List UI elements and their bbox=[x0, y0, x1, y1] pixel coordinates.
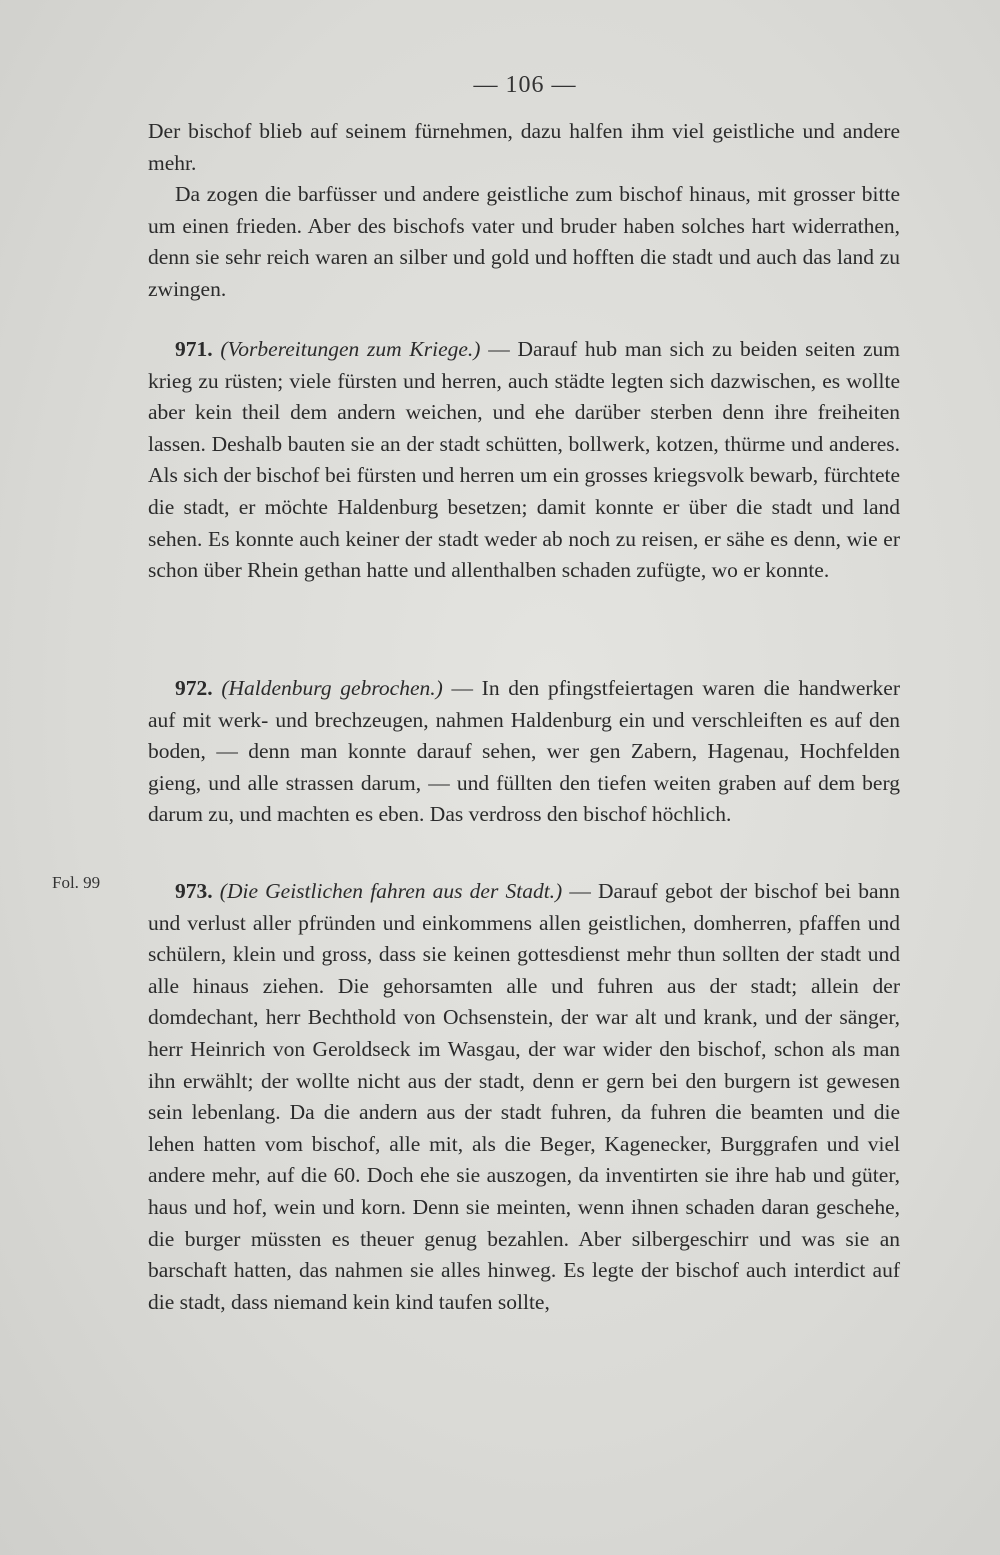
section-text: — Darauf hub man sich zu beiden seiten zum krieg zu rüsten; viele fürsten und herren, auch städte legten sich dazwischen, es wollte aber kein theil dem andern weichen, und ehe darüber sterben denn ihre freiheiten lassen. Deshalb bauten sie an der stadt schütten, bollwerk, kotzen, thürme und anderes. Als sich der bischof bei fürsten und herren um ein grosses kriegsvolk bewarb, fürchtete die stadt, er möchte Haldenburg besetzen; damit konnte er über die stadt und land sehen. Es konnte auch keiner der stadt weder ab noch zu reisen, er sähe es denn, wie er schon über Rhein gethan hatte und allenthalben schaden zufügte, wo er konnte. bbox=[148, 337, 900, 583]
section-971 bbox=[148, 334, 900, 587]
page-number: — 106 — bbox=[473, 72, 577, 98]
section-number: 973. bbox=[175, 879, 213, 903]
section-title: (Die Geistlichen fahren aus der Stadt.) bbox=[219, 879, 563, 903]
section-title: (Haldenburg gebrochen.) bbox=[221, 676, 443, 700]
section-text: — Darauf gebot der bischof bei bann und verlust aller pfründen und einkommens allen geistlichen, domherren, pfaffen und schülern, klein und gross, dass sie keinen gottesdienst mehr thun sollten der stadt und alle hinaus ziehen. Die gehorsamten alle und fuhren aus der stadt; allein der domdechant, herr Bechthold von Ochsenstein, der war alt und krank, und der sänger, herr Heinrich von Geroldseck im Wasgau, der war wider den bischof, schon als man ihn erwählt; der wollte nicht aus der stadt, denn er gern bei den burgern ist gewesen sein lebenlang. Da die andern aus der stadt fuhren, da fuhren die beamten und die lehen hatten vom bischof, alle mit, als die Beger, Kagenecker, Burggrafen und viel andere mehr, auf die 60. Doch ehe sie auszogen, da inventirten sie ihre hab und güter, haus und hof, wein und korn. Denn sie meinten, wenn ihnen schaden daran geschehe, die burger müssten es theuer genug bezahlen. Aber silbergeschirr und was sie an barschaft hatten, das nahmen sie alles hinweg. Es legte der bischof auch interdict auf die stadt, dass niemand kein kind taufen sollte, bbox=[148, 879, 901, 1314]
section-text: — In den pfingstfeiertagen waren die handwerker auf mit werk- und brechzeugen, nahmen Haldenburg ein und verschleiften es auf den boden, — denn man konnte darauf sehen, wer gen Zabern, Hagenau, Hochfelden gieng, und alle strassen darum, — und füllten den tiefen weiten graben auf dem berg darum zu, und machten es eben. Das verdross den bischof höchlich. bbox=[148, 676, 901, 827]
section-number: 971. bbox=[175, 337, 213, 361]
paragraph: Da zogen die barfüsser und andere geistliche zum bischof hinaus, mit grosser bitte um einen frieden. Aber des bischofs vater und bruder haben solches hart widerrathen, denn sie sehr reich waren an silber und gold und hofften die stadt und auch das land zu zwingen. bbox=[148, 182, 900, 301]
paragraph: Der bischof blieb auf seinem fürnehmen, dazu halfen ihm viel geistliche und andere mehr. bbox=[148, 119, 900, 175]
section-title: (Vorbereitungen zum Kriege.) bbox=[220, 337, 481, 361]
section-972 bbox=[148, 673, 900, 831]
section-paragraph bbox=[148, 334, 900, 587]
margin-note-folio: Fol. 99 bbox=[52, 873, 101, 892]
section-number: 972. bbox=[175, 676, 213, 700]
section-973 bbox=[148, 876, 900, 1318]
section-paragraph bbox=[148, 876, 900, 1318]
section-paragraph bbox=[148, 673, 900, 831]
intro-text-block bbox=[148, 116, 900, 306]
